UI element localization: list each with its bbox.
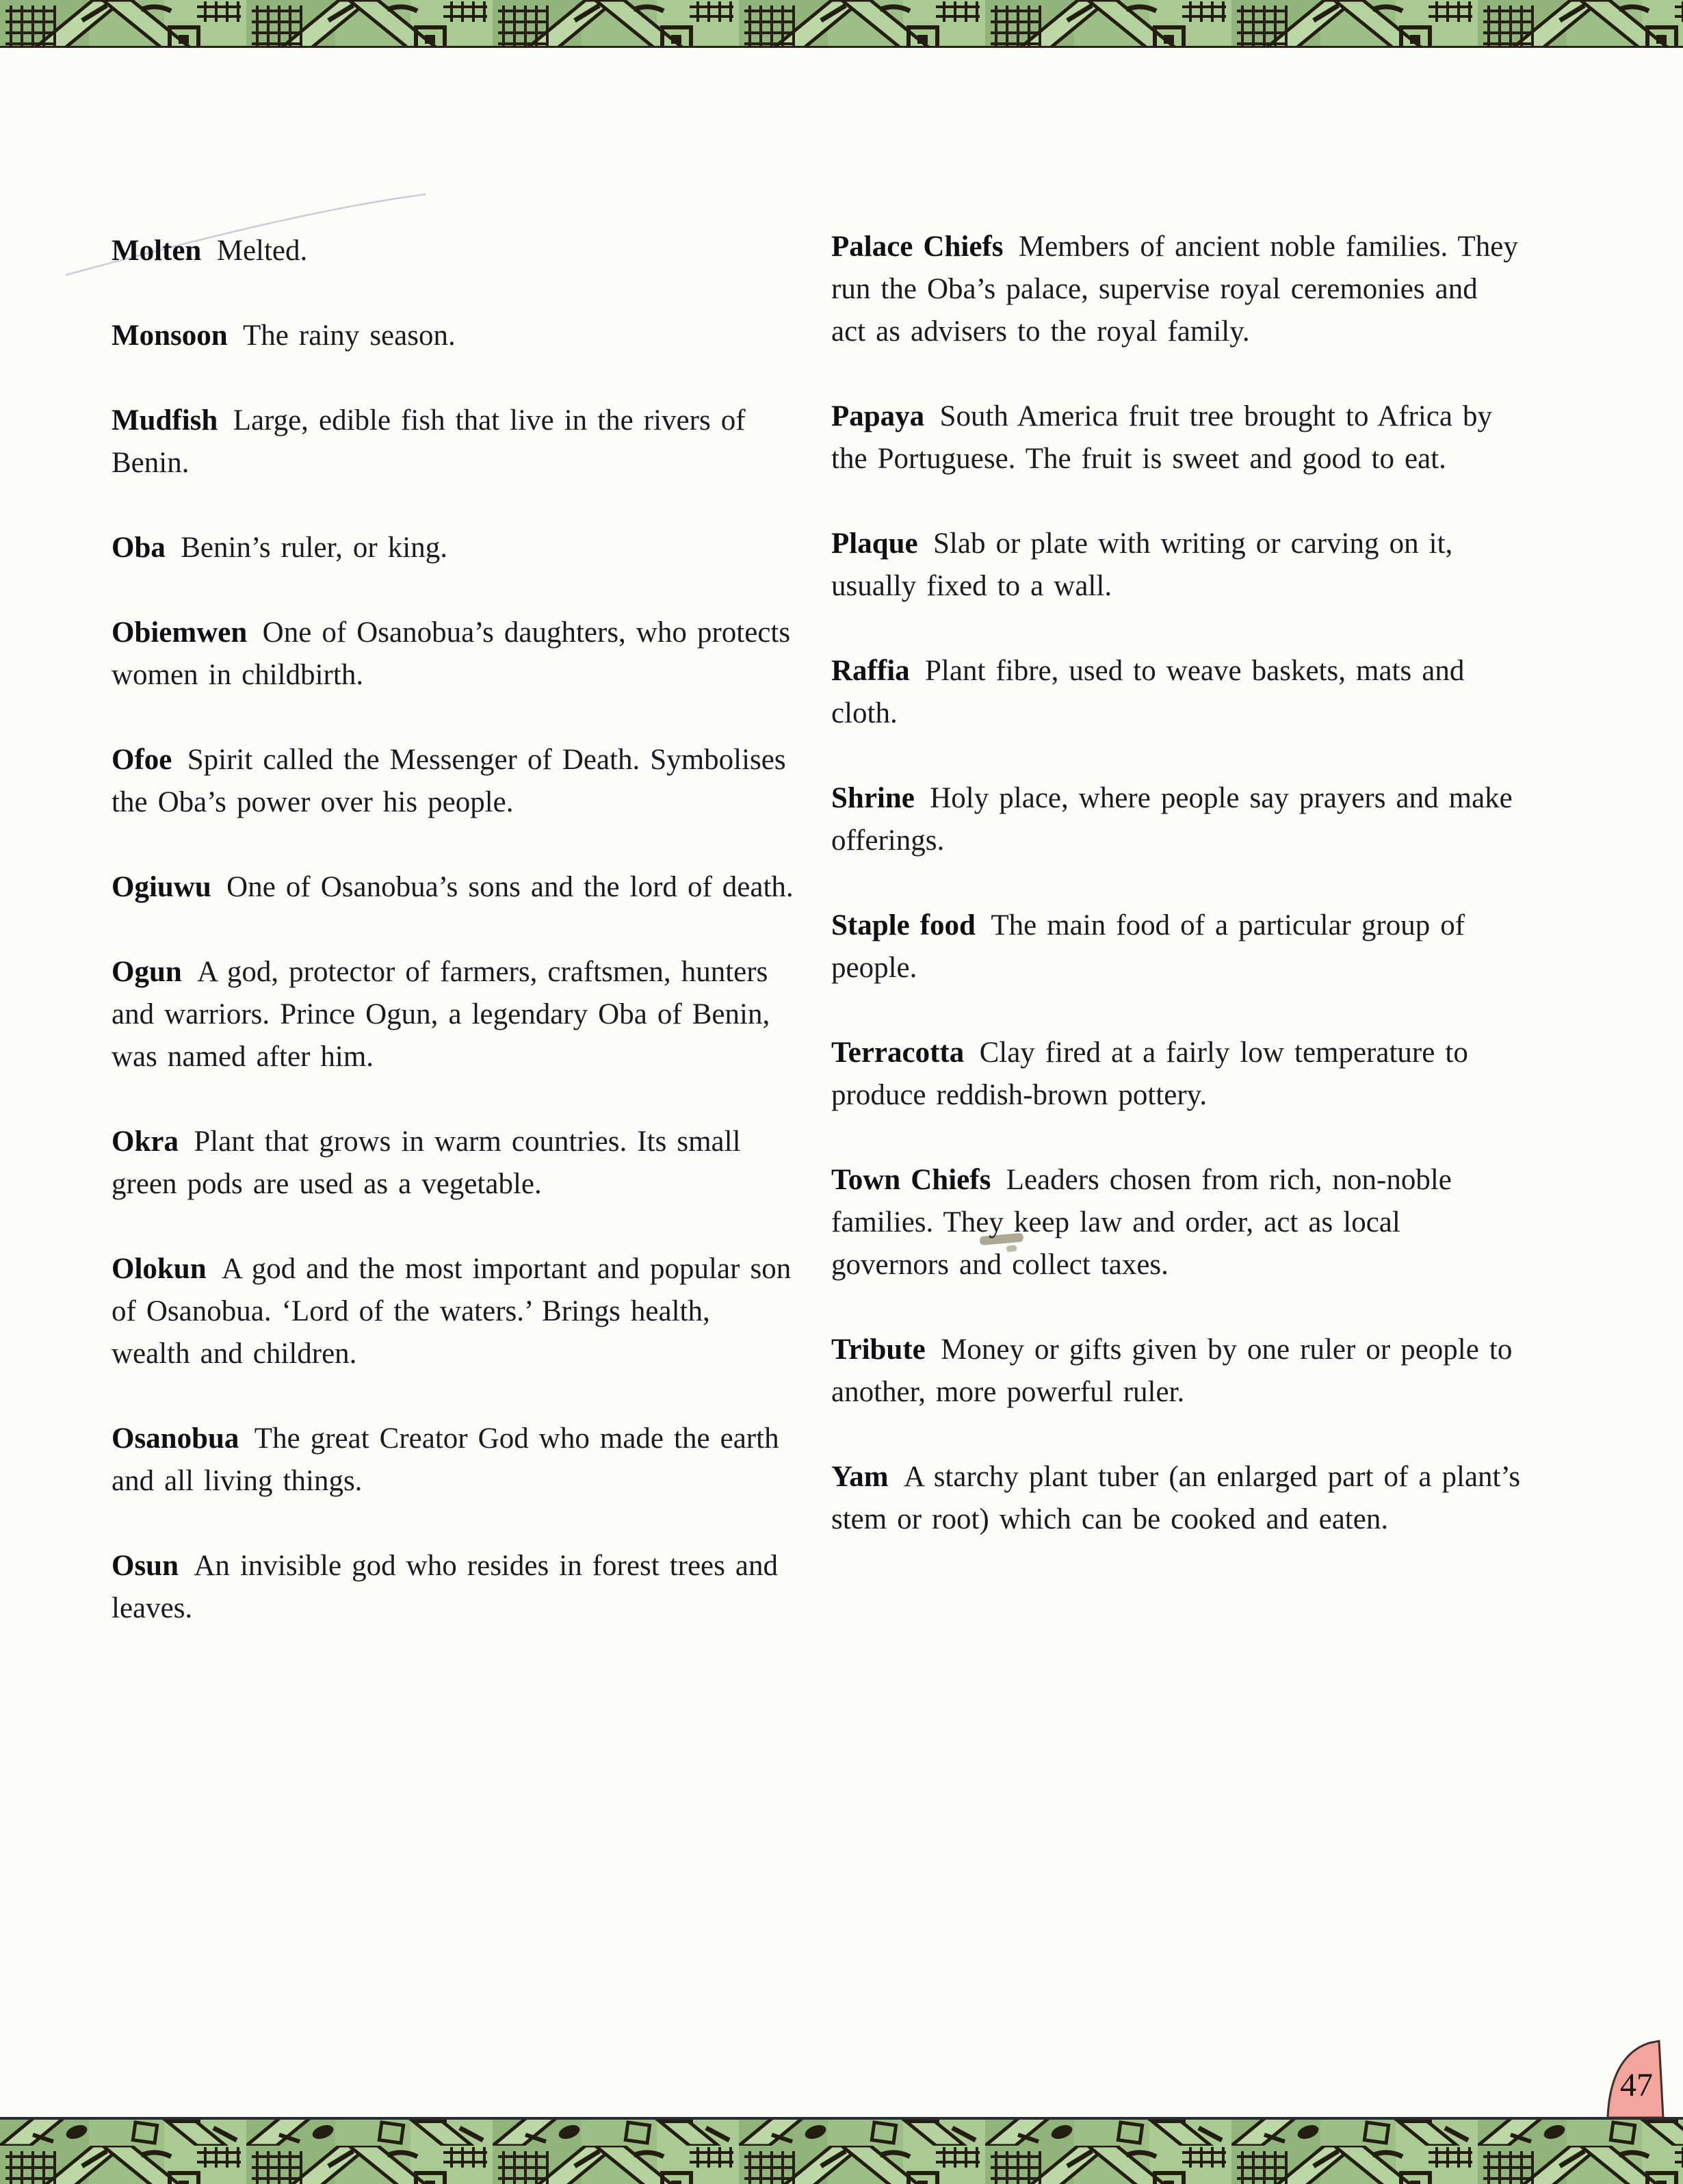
glossary-entry bbox=[831, 1032, 1521, 1117]
glossary-definition: The great Creator God who made the earth and all living things. bbox=[112, 1422, 779, 1497]
glossary-entry bbox=[831, 395, 1521, 480]
glossary-entry bbox=[831, 1456, 1521, 1541]
glossary-definition: Benin’s ruler, or king. bbox=[181, 532, 447, 564]
glossary-term: Papaya bbox=[831, 400, 925, 432]
glossary-term: Shrine bbox=[831, 782, 915, 814]
glossary-entry bbox=[112, 612, 797, 697]
glossary-definition: Large, edible fish that live in the rivers of Benin. bbox=[112, 404, 746, 479]
glossary-term: Ogun bbox=[112, 956, 182, 988]
glossary-term: Ogiuwu bbox=[112, 871, 211, 903]
glossary-entry bbox=[112, 951, 797, 1078]
glossary-definition: South America fruit tree brought to Africa by the Portuguese. The fruit is sweet and good to eat. bbox=[831, 400, 1493, 475]
glossary-term: Olokun bbox=[112, 1253, 207, 1285]
glossary-term: Okra bbox=[112, 1126, 179, 1158]
glossary-term: Palace Chiefs bbox=[831, 231, 1004, 263]
glossary-term: Terracotta bbox=[831, 1037, 965, 1069]
glossary-entry bbox=[112, 527, 797, 569]
glossary-definition: Members of ancient noble families. They run the Oba’s palace, supervise royal ceremonies and act as advisers to the royal family. bbox=[831, 231, 1518, 348]
glossary-entry bbox=[112, 866, 797, 909]
glossary-definition: An invisible god who resides in forest trees and leaves. bbox=[112, 1550, 779, 1624]
glossary-entry bbox=[831, 1159, 1521, 1286]
glossary-term: Oba bbox=[112, 532, 166, 564]
glossary-term: Mudfish bbox=[112, 404, 218, 437]
glossary-entry bbox=[831, 1329, 1521, 1414]
glossary-term: Osanobua bbox=[112, 1422, 239, 1455]
glossary-term: Obiemwen bbox=[112, 616, 248, 649]
glossary-entry bbox=[112, 400, 797, 484]
glossary-column-right bbox=[831, 226, 1521, 1583]
glossary-term: Monsoon bbox=[112, 320, 228, 352]
glossary-column-left bbox=[112, 230, 797, 1672]
glossary-entry bbox=[112, 1418, 797, 1503]
glossary-term: Staple food bbox=[831, 909, 976, 941]
glossary-definition: Clay fired at a fairly low temperature to produce reddish-brown pottery. bbox=[831, 1037, 1468, 1111]
glossary-entry bbox=[112, 230, 797, 272]
glossary-term: Town Chiefs bbox=[831, 1164, 991, 1196]
glossary-term: Ofoe bbox=[112, 744, 172, 776]
glossary-entry bbox=[831, 523, 1521, 608]
glossary-term: Plaque bbox=[831, 528, 918, 560]
glossary-entry bbox=[831, 905, 1521, 989]
glossary-definition: The main food of a particular group of people. bbox=[831, 909, 1465, 984]
page-number-tab bbox=[1600, 2038, 1671, 2118]
glossary-definition: Spirit called the Messenger of Death. Symbolises the Oba’s power over his people. bbox=[112, 744, 786, 818]
glossary-definition: Plant fibre, used to weave baskets, mats and cloth. bbox=[831, 655, 1465, 729]
glossary-entry bbox=[831, 226, 1521, 353]
glossary-entry bbox=[112, 315, 797, 357]
glossary-definition: Slab or plate with writing or carving on it, usually fixed to a wall. bbox=[831, 528, 1453, 602]
glossary-entry bbox=[112, 739, 797, 824]
glossary-definition: Plant that grows in warm countries. Its small green pods are used as a vegetable. bbox=[112, 1126, 741, 1200]
glossary-definition: A god, protector of farmers, craftsmen, hunters and warriors. Prince Ogun, a legendary Oba of Benin, was named after him. bbox=[112, 956, 770, 1073]
glossary-entry bbox=[831, 650, 1521, 735]
glossary-entry bbox=[831, 777, 1521, 862]
glossary-term: Osun bbox=[112, 1550, 179, 1582]
glossary-entry bbox=[112, 1248, 797, 1375]
glossary-definition: One of Osanobua’s daughters, who protects women in childbirth. bbox=[112, 616, 791, 691]
glossary-term: Yam bbox=[831, 1461, 889, 1493]
glossary-definition: A god and the most important and popular son of Osanobua. ‘Lord of the waters.’ Brings health, wealth and children. bbox=[112, 1253, 792, 1370]
glossary-definition: The rainy season. bbox=[243, 320, 456, 352]
page-number: 47 bbox=[1620, 2067, 1653, 2103]
glossary-definition: Holy place, where people say prayers and make offerings. bbox=[831, 782, 1513, 857]
glossary-term: Molten bbox=[112, 235, 202, 267]
glossary-definition: A starchy plant tuber (an enlarged part of a plant’s stem or root) which can be cooked and eaten. bbox=[831, 1461, 1521, 1535]
glossary-term: Tribute bbox=[831, 1334, 926, 1366]
glossary-term: Raffia bbox=[831, 655, 910, 687]
glossary-definition: Leaders chosen from rich, non-noble families. They keep law and order, act as local governors and collect taxes. bbox=[831, 1164, 1452, 1281]
glossary-entry bbox=[112, 1121, 797, 1206]
glossary-definition: One of Osanobua’s sons and the lord of death. bbox=[226, 871, 794, 903]
glossary-entry bbox=[112, 1545, 797, 1630]
glossary-definition: Money or gifts given by one ruler or people to another, more powerful ruler. bbox=[831, 1334, 1513, 1408]
glossary-definition: Melted. bbox=[216, 235, 308, 267]
